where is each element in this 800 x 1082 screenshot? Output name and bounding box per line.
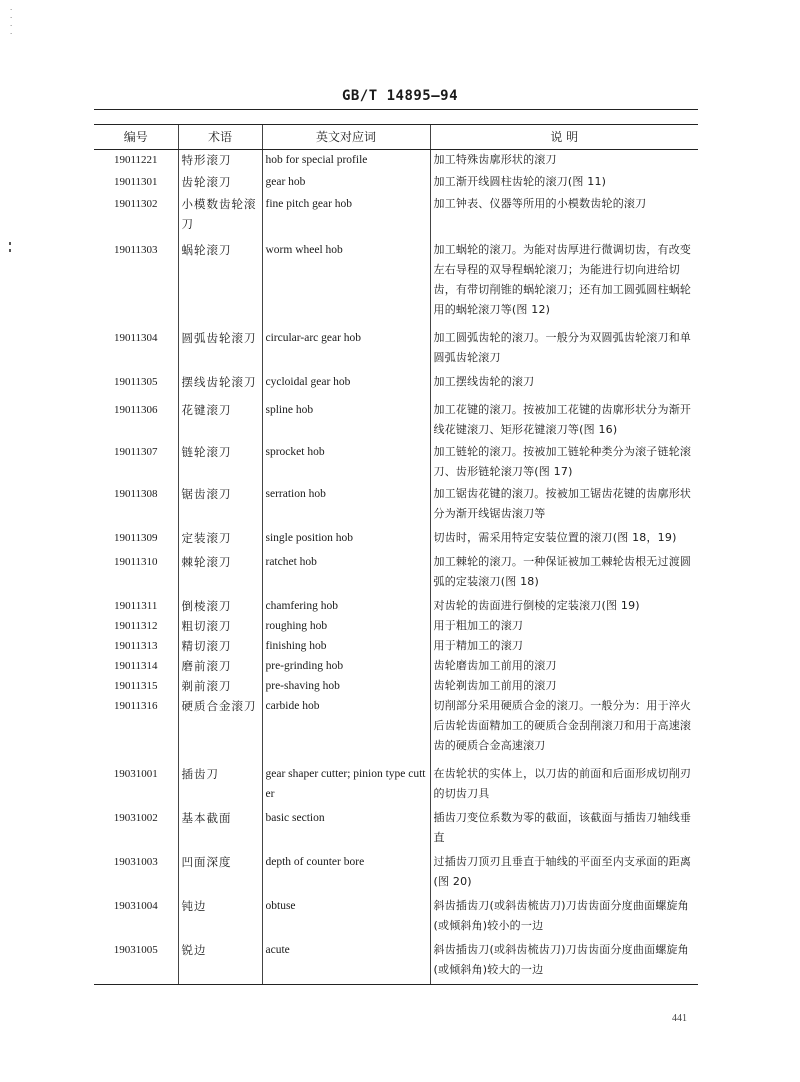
term-name: 基本截面 — [178, 808, 262, 852]
table-row — [94, 808, 698, 852]
term-english: hob for special profile — [262, 150, 430, 173]
term-description: 齿轮磨齿加工前用的滚刀 — [430, 656, 698, 676]
page-number: 441 — [672, 1013, 687, 1024]
term-description: 切削部分采用硬质合金的滚刀。一般分为：用于淬火后齿轮齿面精加工的硬质合金刮削滚刀和用于高速滚齿的硬质合金高速滚刀 — [430, 696, 698, 764]
term-name: 特形滚刀 — [178, 150, 262, 173]
term-number: 19011311 — [114, 600, 158, 612]
term-number: 19011314 — [113, 660, 158, 672]
term-description: 加工蜗轮的滚刀。为能对齿厚进行微调切齿，有改变左右导程的双导程蜗轮滚刀；为能进行切向进给切齿，有带切削锥的蜗轮滚刀；还有加工圆弧圆柱蜗轮用的蜗轮滚刀等(图 12) — [430, 240, 698, 328]
term-description: 过插齿刀顶刃且垂直于轴线的平面至内支承面的距离(图 20) — [430, 852, 698, 896]
term-description: 斜齿插齿刀(或斜齿梳齿刀)刀齿齿面分度曲面螺旋角(或倾斜角)较小的一边 — [430, 896, 698, 940]
term-name: 定装滚刀 — [178, 528, 262, 552]
term-number: 19011302 — [113, 198, 158, 210]
term-name: 剃前滚刀 — [178, 676, 262, 696]
table-row — [94, 596, 698, 616]
term-name: 齿轮滚刀 — [178, 172, 262, 194]
table-header-row — [94, 125, 698, 150]
column-header-english: 英文对应词 — [262, 125, 430, 150]
term-description: 加工圆弧齿轮的滚刀。一般分为双圆弧齿轮滚刀和单圆弧齿轮滚刀 — [430, 328, 698, 372]
term-name: 链轮滚刀 — [178, 442, 262, 484]
term-english: gear hob — [262, 172, 430, 194]
standard-code-header: GB/T 14895—94 — [341, 88, 459, 104]
term-english: gear shaper cutter; pinion type cutter — [262, 764, 430, 808]
table-row — [94, 484, 698, 528]
term-description: 加工锯齿花键的滚刀。按被加工锯齿花键的齿廓形状分为渐开线锯齿滚刀等 — [430, 484, 698, 528]
term-name: 钝边 — [178, 896, 262, 940]
table-row — [94, 896, 698, 940]
table-row — [94, 636, 698, 656]
term-name: 小模数齿轮滚刀 — [178, 194, 262, 240]
term-number: 19011307 — [113, 446, 158, 458]
term-english: basic section — [262, 808, 430, 852]
table-row — [94, 552, 698, 596]
table-row — [94, 172, 698, 194]
term-english: pre-shaving hob — [262, 676, 430, 696]
term-english: worm wheel hob — [262, 240, 430, 328]
term-english: circular-arc gear hob — [262, 328, 430, 372]
scan-margin-marks: · · · · — [10, 6, 13, 38]
binding-hole-marks — [9, 242, 13, 256]
term-number: 19011306 — [113, 404, 158, 416]
term-number: 19011312 — [113, 620, 158, 632]
header-rule — [94, 109, 698, 110]
term-number: 19031004 — [113, 900, 158, 912]
term-name: 摆线齿轮滚刀 — [178, 372, 262, 400]
term-number: 19011309 — [113, 532, 158, 544]
column-header-number: 编号 — [94, 125, 178, 150]
term-description: 斜齿插齿刀(或斜齿梳齿刀)刀齿齿面分度曲面螺旋角(或倾斜角)较大的一边 — [430, 940, 698, 985]
term-english: obtuse — [262, 896, 430, 940]
table-body — [94, 150, 698, 985]
term-english: acute — [262, 940, 430, 985]
term-number: 19031003 — [113, 856, 158, 868]
table-row — [94, 150, 698, 173]
table-row — [94, 764, 698, 808]
term-description: 加工渐开线圆柱齿轮的滚刀(图 11) — [430, 172, 698, 194]
term-name: 凹面深度 — [178, 852, 262, 896]
table-row — [94, 696, 698, 764]
term-english: cycloidal gear hob — [262, 372, 430, 400]
term-number: 19011303 — [113, 244, 158, 256]
table-row — [94, 442, 698, 484]
term-name: 锐边 — [178, 940, 262, 985]
term-number: 19031001 — [113, 768, 158, 780]
table-row — [94, 328, 698, 372]
term-english: ratchet hob — [262, 552, 430, 596]
column-header-description: 说 明 — [430, 125, 698, 150]
table-row — [94, 240, 698, 328]
term-name: 花键滚刀 — [178, 400, 262, 442]
table-row — [94, 194, 698, 240]
column-header-term: 术语 — [178, 125, 262, 150]
term-number: 19011310 — [113, 556, 158, 568]
term-name: 插齿刀 — [178, 764, 262, 808]
term-number: 19011304 — [113, 332, 158, 344]
term-name: 磨前滚刀 — [178, 656, 262, 676]
term-number: 19011313 — [113, 640, 158, 652]
term-description: 加工摆线齿轮的滚刀 — [430, 372, 698, 400]
table-row — [94, 616, 698, 636]
term-number: 19011221 — [113, 154, 158, 166]
table-row — [94, 656, 698, 676]
term-english: serration hob — [262, 484, 430, 528]
term-english: chamfering hob — [262, 596, 430, 616]
term-number: 19011301 — [113, 176, 158, 188]
term-number: 19011316 — [113, 700, 158, 712]
term-description: 用于精加工的滚刀 — [430, 636, 698, 656]
term-name: 圆弧齿轮滚刀 — [178, 328, 262, 372]
terminology-table — [94, 124, 698, 985]
term-description: 加工棘轮的滚刀。一种保证被加工棘轮齿根无过渡圆弧的定装滚刀(图 18) — [430, 552, 698, 596]
term-description: 加工钟表、仪器等所用的小模数齿轮的滚刀 — [430, 194, 698, 240]
term-english: spline hob — [262, 400, 430, 442]
term-name: 粗切滚刀 — [178, 616, 262, 636]
term-description: 在齿轮状的实体上，以刀齿的前面和后面形成切削刃的切齿刀具 — [430, 764, 698, 808]
table-row — [94, 372, 698, 400]
term-number: 19031005 — [94, 940, 178, 985]
term-name: 倒棱滚刀 — [178, 596, 262, 616]
term-english: pre-grinding hob — [262, 656, 430, 676]
term-description: 加工特殊齿廓形状的滚刀 — [430, 150, 698, 173]
term-description: 插齿刀变位系数为零的截面，该截面与插齿刀轴线垂直 — [430, 808, 698, 852]
table-row — [94, 528, 698, 552]
term-english: depth of counter bore — [262, 852, 430, 896]
term-english: sprocket hob — [262, 442, 430, 484]
term-description: 用于粗加工的滚刀 — [430, 616, 698, 636]
table-row — [94, 940, 698, 985]
term-english: carbide hob — [262, 696, 430, 764]
term-english: roughing hob — [262, 616, 430, 636]
term-description: 切齿时，需采用特定安装位置的滚刀(图 18，19) — [430, 528, 698, 552]
term-description: 齿轮剃齿加工前用的滚刀 — [430, 676, 698, 696]
term-number: 19031002 — [113, 812, 158, 824]
table-row — [94, 400, 698, 442]
term-name: 精切滚刀 — [178, 636, 262, 656]
term-description: 加工花键的滚刀。按被加工花键的齿廓形状分为渐开线花键滚刀、矩形花键滚刀等(图 16) — [430, 400, 698, 442]
term-name: 蜗轮滚刀 — [178, 240, 262, 328]
term-english: single position hob — [262, 528, 430, 552]
term-description: 加工链轮的滚刀。按被加工链轮种类分为滚子链轮滚刀、齿形链轮滚刀等(图 17) — [430, 442, 698, 484]
term-number: 19011305 — [113, 376, 158, 388]
term-name: 棘轮滚刀 — [178, 552, 262, 596]
term-number: 19011315 — [113, 680, 158, 692]
term-name: 锯齿滚刀 — [178, 484, 262, 528]
term-description: 对齿轮的齿面进行倒棱的定装滚刀(图 19) — [430, 596, 698, 616]
term-english: fine pitch gear hob — [262, 194, 430, 240]
term-name: 硬质合金滚刀 — [178, 696, 262, 764]
term-english: finishing hob — [262, 636, 430, 656]
term-number: 19011308 — [113, 488, 158, 500]
table-row — [94, 676, 698, 696]
table-row — [94, 852, 698, 896]
